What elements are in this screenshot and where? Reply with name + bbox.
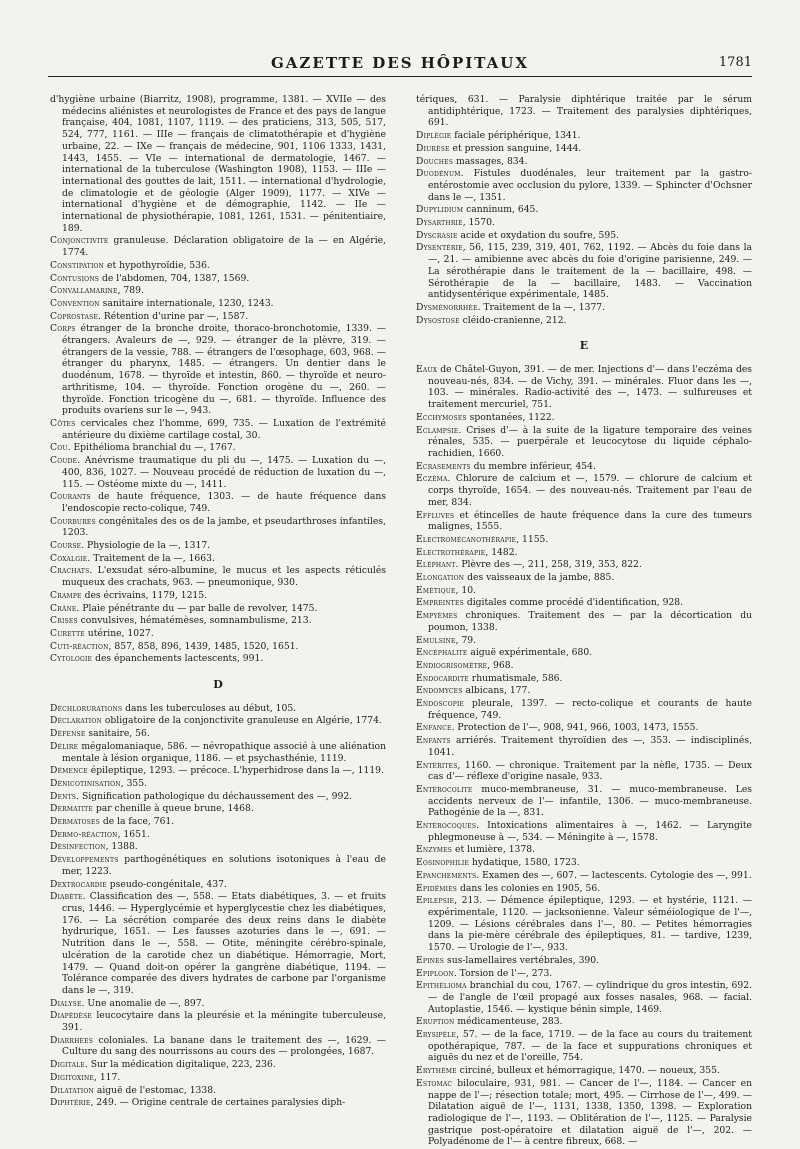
index-entry — [50, 1010, 386, 1033]
entry-text: congénitales des os de la jambe, et pseudarthroses infantiles, 1203. — [62, 515, 386, 539]
entry-headword: Enfance — [416, 722, 452, 734]
entry-headword: Curette — [50, 627, 85, 639]
index-entry — [416, 784, 752, 819]
entry-text: . Plèvre des —, 211, 258, 319, 353, 822. — [455, 559, 642, 571]
entry-headword: Epiploon — [416, 967, 454, 979]
entry-headword: Diapédèse — [50, 1010, 92, 1022]
entry-text: , 355. — [120, 777, 148, 789]
entry-text: par chenille à queue brune, 1468. — [92, 803, 254, 815]
entry-text: , 1651. — [117, 828, 150, 840]
entry-headword: Endocardite — [416, 672, 469, 684]
entry-headword: Epilepsie — [416, 895, 455, 907]
index-entry — [50, 998, 386, 1010]
entry-text: obligatoire de la conjonctivite granuleuse en Algérie, 1774. — [101, 715, 382, 727]
entry-text: massages, 834. — [453, 155, 528, 167]
entry-headword: Convallamarine — [50, 285, 118, 297]
entry-headword: Eclampsie — [416, 424, 459, 436]
entry-text: , 857, 858, 896, 1439, 1485, 1520, 1651. — [108, 640, 299, 652]
index-entry — [416, 572, 752, 584]
index-entry — [416, 461, 752, 473]
entry-text: aiguë expérimentale, 680. — [467, 647, 593, 659]
index-entry — [50, 791, 386, 803]
entry-text: . Traitement de la —, 1663. — [87, 552, 215, 564]
entry-headword: Digitale — [50, 1059, 85, 1071]
entry-headword: Erythème — [416, 1065, 457, 1077]
entry-headword: Emétique — [416, 584, 456, 596]
entry-text: digitales comme procédé d'identification, 928. — [463, 597, 684, 609]
index-entry — [50, 765, 386, 777]
entry-text: . L'exsudat séro-albumine, le mucus et les aspects réticulés muqueux des crachats, 963. — pneumonique, 930. — [62, 565, 386, 589]
entry-headword: Dextrocardie — [50, 878, 107, 890]
entry-text: . Epithélioma branchial du —, 1767. — [67, 442, 236, 454]
index-entry — [416, 647, 752, 659]
entry-headword: Désinfection — [50, 841, 106, 853]
index-entry — [50, 1097, 386, 1109]
entry-text: hydatique, 1580, 1723. — [469, 857, 580, 869]
index-entry — [416, 425, 752, 460]
entry-headword: Effluves — [416, 509, 455, 521]
entry-headword: Diarrhées — [50, 1034, 94, 1046]
entry-text: des épanchements lactescents, 991. — [92, 653, 264, 665]
entry-text: mégalomaniaque, 586. — névropathique associé à une aliénation mentale à lésion organique, 1186. — et psychasthénie, 1119. — [62, 740, 386, 764]
entry-headword: Dermatite — [50, 803, 93, 815]
index-entry — [416, 1016, 752, 1028]
entry-text: , 1160. — chronique. Traitement par la nèfle, 1735. — Deux cas d'— réflexe d'origine nasale, 933. — [428, 759, 752, 783]
entry-headword: Ecchymoses — [416, 411, 467, 423]
entry-headword: Emulsine — [416, 634, 456, 646]
entry-headword: Dents — [50, 790, 77, 802]
index-entry — [50, 1072, 386, 1084]
entry-text: des écrivains, 1179, 1215. — [81, 589, 208, 601]
entry-headword: Crachats — [50, 565, 90, 577]
index-entry — [50, 323, 386, 417]
entry-text: sus-lamellaires vertébrales, 390. — [444, 954, 600, 966]
entry-text: , 1388. — [105, 841, 138, 853]
index-entry — [50, 553, 386, 565]
entry-headword: Epithélioma — [416, 980, 467, 992]
entry-headword: Eaux — [416, 364, 438, 376]
entry-text: leucocytaire dans la pleurésie et la méningite tuberculeuse, 391. — [62, 1010, 386, 1034]
entry-headword: Endiogrisomètre — [416, 659, 488, 671]
entry-text: sanitaire internationale, 1230, 1243. — [99, 297, 274, 309]
index-entry — [416, 955, 752, 967]
index-entry — [50, 565, 386, 588]
index-column-left — [50, 94, 386, 1110]
index-column-right — [416, 94, 752, 1149]
entry-headword: Coude — [50, 455, 78, 467]
entry-headword: Courants — [50, 491, 91, 503]
entry-headword: Digitoxine — [50, 1071, 94, 1083]
entry-headword: Constipation — [50, 259, 105, 271]
entry-text: . Traitement de la —, 1377. — [477, 301, 606, 313]
entry-headword: Cytologie — [50, 653, 93, 665]
index-entry — [416, 559, 752, 571]
entry-headword: Eczéma — [416, 473, 448, 485]
index-entry — [50, 590, 386, 602]
entry-headword: Coprostase — [50, 310, 99, 322]
entry-text: circiné, bulleux et hémorragique, 1470. — noueux, 355. — [456, 1065, 720, 1077]
index-entry — [50, 273, 386, 285]
entry-headword: Déclaration — [50, 715, 102, 727]
index-entry — [50, 653, 386, 665]
entry-headword: Elongation — [416, 572, 465, 584]
index-entry — [50, 442, 386, 454]
index-entry — [416, 1065, 752, 1077]
entry-text: . Crises d'— à la suite de la ligature temporaire des veines rénales, 535. — puerpérale et leucocytose du liquide céphalo-rachidien, 1660. — [428, 424, 752, 459]
index-entry — [416, 230, 752, 242]
index-entry — [50, 1059, 386, 1071]
index-entry — [416, 610, 752, 633]
entry-headword: Eruption — [416, 1016, 455, 1028]
entry-text: pseudo-congénitale, 437. — [106, 878, 227, 890]
entry-headword: Epidémies — [416, 882, 458, 894]
entry-headword: Eléphant — [416, 559, 456, 571]
entry-text: , 1155. — [516, 533, 549, 545]
index-entry — [416, 597, 752, 609]
entry-text: . Rétention d'urine par —, 1587. — [98, 310, 249, 322]
entry-text: , 968. — [487, 659, 514, 671]
entry-text: pleurale, 1397. — recto-colique et courants de haute fréquence, 749. — [428, 698, 752, 721]
entry-text: des vaisseaux de la jambe, 885. — [464, 572, 615, 584]
entry-text: . Fistules duodénales, leur traitement par la gastro-entérostomie avec occlusion du pylore, 1339. — Sphincter d'Ochsner dans le —, 1351. — [428, 168, 752, 203]
entry-headword: Crâne — [50, 602, 77, 614]
index-entry — [50, 628, 386, 640]
index-entry — [416, 883, 752, 895]
entry-headword: Entérocoques — [416, 820, 477, 832]
entry-headword: Dupylidium — [416, 204, 464, 216]
index-entry — [50, 854, 386, 877]
entry-headword: Diplégie — [416, 130, 452, 142]
entry-headword: Dénicotinisation — [50, 777, 121, 789]
entry-text: aiguë de l'estomac, 1338. — [93, 1084, 217, 1096]
index-entry — [50, 715, 386, 727]
page-header — [48, 52, 752, 77]
entry-text: étranger de la bronche droite, thoraco-bronchotomie, 1339. — étrangers. Avaleurs de —, 929. — étranger de la plèvre, 319. — étrangers de la vessie, 788. — étrangers de l'œsophage, 603, 968. — étranger du pharynx, 1485. — étrangers. Un dentier dans le duodénum, 1678. — thyroïde et intestin, 860. — thyroïde et neuro-arthritisme, 104. — thyroïde. Fonction orogène du —, 260. — thyroïde. Fonction tricogène du —, 681. — thyroïde. Influence des produits ovariens sur le —, 943. — [62, 323, 386, 417]
section-letter: E — [579, 339, 589, 353]
index-entry — [416, 635, 752, 647]
entry-headword: Convention — [50, 297, 100, 309]
entry-headword: Electromécanothérapie — [416, 533, 517, 545]
entry-text: dans les tuberculoses au début, 105. — [122, 702, 297, 714]
index-entry — [50, 603, 386, 615]
index-entry — [50, 298, 386, 310]
index-entry — [416, 412, 752, 424]
entry-text: cléido-cranienne, 212. — [459, 314, 567, 326]
entry-headword: Diurèse — [416, 142, 450, 154]
entry-text: et lumière, 1378. — [452, 844, 536, 856]
index-entry — [50, 540, 386, 552]
index-entry — [50, 703, 386, 715]
entry-headword: Eosinophilie — [416, 857, 470, 869]
entry-headword: Empreintes — [416, 597, 464, 609]
entry-headword: Diphtérie — [50, 1097, 91, 1109]
entry-text: dans les colonies en 1905, 56. — [457, 882, 601, 894]
entry-headword: Course — [50, 540, 82, 552]
entry-text: . Protection de l'—, 908, 941, 966, 1003, 1473, 1555. — [451, 722, 699, 734]
entry-headword: Electrothérapie — [416, 546, 486, 558]
index-entry — [416, 168, 752, 203]
entry-text: . Une anomalie de —, 897. — [81, 997, 205, 1009]
index-entry — [416, 547, 752, 559]
index-entry — [50, 491, 386, 514]
entry-text: utérine, 1027. — [84, 627, 154, 639]
entry-text: biloculaire, 931, 981. — Cancer de l'—, 1184. — Cancer en nappe de l'—; résection totale; mort, 495. — Cirrhose de l'—, 499. — Dilatation aiguë de l'—, 1131, 1338, 1350, 1398. — Exploration radiologique de l'—, 1193. — Oblitération de l'—, 1125. — Paralysie gastrique post-opératoire et dilatation aiguë de l'—, 202. — Polyadénome de l'— à centre fibreux, 668. — — [428, 1077, 752, 1148]
index-entry — [416, 722, 752, 734]
index-entry — [50, 803, 386, 815]
entry-headword: Défense — [50, 728, 86, 740]
index-entry — [416, 980, 752, 1015]
entry-text: . Physiologie de la —, 1317. — [81, 540, 211, 552]
index-entry — [416, 315, 752, 327]
index-entry — [416, 130, 752, 142]
entry-headword: Enzymes — [416, 844, 453, 856]
entry-text: et hypothyroïdie, 536. — [104, 259, 210, 271]
entry-headword: Développements — [50, 854, 119, 866]
entry-text: , 1570. — [462, 217, 495, 229]
entry-headword: Empyèmes — [416, 610, 458, 622]
entry-headword: Entérites — [416, 759, 458, 771]
index-entry — [50, 728, 386, 740]
entry-text: faciale périphérique, 1341. — [451, 130, 581, 142]
entry-headword: Dialyse — [50, 997, 82, 1009]
entry-text: branchial du cou, 1767. — cylindrique du gros intestin, 692. — de l'angle de l'œil propagé aux fosses nasales, 968. — facial. Autoplastie, 1546. — kystique bénin simple, 1469. — [428, 980, 752, 1015]
entry-headword: Dyscrasie — [416, 229, 458, 241]
entry-text: épileptique, 1293. — précoce. L'hyperhidrose dans la —, 1119. — [87, 765, 384, 777]
index-entry — [50, 285, 386, 297]
entry-text: de la face, 761. — [99, 816, 175, 828]
index-entry — [50, 879, 386, 891]
entry-headword: Délire — [50, 740, 79, 752]
entry-headword: Dilatation — [50, 1084, 94, 1096]
entry-text: cervicales chez l'homme, 699, 735. — Luxation de l'extrémité antérieure du dixième cartilage costal, 30. — [62, 417, 386, 441]
entry-headword: Déchlorurations — [50, 702, 123, 714]
index-entry — [50, 94, 386, 234]
section-letter: D — [213, 678, 223, 692]
entry-text: albicans, 177. — [462, 685, 531, 697]
index-entry — [416, 1029, 752, 1064]
index-entry — [416, 364, 752, 411]
entry-text: tériques, 631. — Paralysie diphtérique traitée par le sérum antidiphtérique, 1723. — Traitement des paralysies diphtériques, 691. — [416, 94, 752, 129]
index-entry — [416, 760, 752, 783]
entry-text: , 249. — Origine centrale de certaines paralysies diph- — [90, 1097, 346, 1109]
entry-text: et pression sanguine, 1444. — [449, 142, 582, 154]
entry-text: . Sur la médication digitalique, 223, 236. — [84, 1059, 276, 1071]
entry-text: . Anévrisme traumatique du pli du —, 1475. — Luxation du —, 400, 836, 1027. — Nouveau procédé de réduction de luxation du —, 115. — Ostéome mixte du —, 1411. — [62, 455, 386, 490]
entry-text: parthogénétiques en solutions isotoniques à l'eau de mer, 1223. — [62, 854, 386, 877]
entry-text: , 10. — [455, 584, 477, 596]
entry-headword: Enfants — [416, 735, 451, 747]
entry-headword: Cou — [50, 442, 68, 454]
index-entry — [416, 143, 752, 155]
index-entry — [416, 844, 752, 856]
index-entry — [50, 235, 386, 258]
entry-headword: Estomac — [416, 1077, 453, 1089]
entry-headword: Encéphalite — [416, 647, 468, 659]
entry-text: chroniques. Traitement des — par la décortication du poumon, 1338. — [428, 610, 752, 633]
index-entry — [416, 735, 752, 758]
entry-headword: Conjonctivite — [50, 235, 109, 247]
entry-text: acide et oxydation du soufre, 595. — [457, 229, 619, 241]
index-entry — [50, 1085, 386, 1097]
entry-text: canninum, 645. — [463, 204, 539, 216]
entry-headword: Dysostose — [416, 314, 460, 326]
index-entry — [50, 418, 386, 441]
index-entry — [416, 156, 752, 168]
entry-headword: Dysménorrhée — [416, 301, 478, 313]
entry-headword: Démence — [50, 765, 88, 777]
entry-headword: Endoscopie — [416, 698, 465, 710]
index-entry — [416, 242, 752, 301]
entry-text: , 79. — [455, 634, 477, 646]
entry-text: arriérés. Traitement thyroïdien des —, 353. — indisciplinés, 1041. — [428, 735, 752, 758]
entry-text: de l'abdomen, 704, 1387, 1569. — [99, 272, 250, 284]
index-entry — [416, 204, 752, 216]
entry-text: , 213. — Démence épileptique, 1293. — et hystérie, 1121. — expérimentale, 1120. — jacksonienne. Valeur séméiologique de l'—, 1209. — Lésions cérébrales dans l'—, 80. — Petites hémorragies dans la pie-mère cérébrale des épileptiques, 81. — tardive, 1239, 1570. — Urologie de l'—, 933. — [428, 895, 752, 954]
entry-headword: Endomyces — [416, 685, 463, 697]
entry-text: . Signification pathologique du déchaussement des —, 992. — [76, 790, 353, 802]
entry-headword: Duodénum — [416, 168, 461, 180]
entry-text: . Intoxications alimentaires à —, 1462. — Laryngite phlegmoneuse à —, 534. — Méningite à —, 1578. — [428, 820, 752, 843]
index-entry — [50, 741, 386, 764]
entry-headword: Erysipèle — [416, 1029, 457, 1041]
index-entry — [50, 615, 386, 627]
entry-text: du membre inférieur, 454. — [470, 460, 596, 472]
entry-text: de Châtel-Guyon, 391. — de mer. Injections d'— dans l'eczéma des nouveau-nés, 834. — de Vichy, 391. — minérales. Fluor dans les —, 103. — minérales. Radio-activité des —, 1473. — sulfureuses et traitement mercuriel, 751. — [428, 364, 752, 411]
index-entry — [416, 968, 752, 980]
entry-text: rhumatismale, 586. — [468, 672, 563, 684]
index-entry — [416, 510, 752, 533]
index-entry — [50, 816, 386, 828]
index-entry — [416, 685, 752, 697]
entry-text: , 56, 115, 239, 319, 401, 762, 1192. — Abcès du foie dans la —, 21. — amibienne avec abcès du foie d'origine parisienne, 249. — La sérothérapie dans le traitement de la — bacillaire, 498. — Sérothérapie de la — bacillaire, 1483. — Vaccination antidysentérique expérimentale, 1485. — [428, 242, 752, 301]
entry-text: de haute fréquence, 1303. — de haute fréquence dans l'endoscopie recto-colique, 749. — [62, 491, 386, 514]
index-entry — [50, 891, 386, 996]
entry-headword: Ecrasements — [416, 460, 471, 472]
entry-text: d'hygiène urbaine (Biarritz, 1908), programme, 1381. — XVIIe — des médecins aliénistes et neurologistes de France et des pays de langue française, 404, 1081, 1107, 1119. — des praticiens, 313, 505, 517, 524, 777, 1161. — IIIe — français de climatothérapie et d'hygiène urbaine, 22. — IXe — français de médecine, 901, 1106 1333, 1431, 1443, 1455. — VIe — international de dermatologie, 1467. — international de la tuberculose (Washington 1908), 1153. — IIIe — international des gouttes de lait, 1511. — international d'hydrologie, de climatologie et de géologie (Alger 1909), 1177. — XIVe — international d'hygiène et de démographie, 1142. — IIe — international de physiothérapie, 1081, 1261, 1531. — pénitentiaire, 189. — [50, 94, 386, 234]
index-entry — [50, 311, 386, 323]
index-entry — [416, 698, 752, 721]
entry-headword: Coxalgie — [50, 552, 88, 564]
entry-text: convulsives, hématémèses, somnambulisme, 213. — [77, 615, 312, 627]
entry-text: . Classification des —, 558. — Etats diabétiques, 3. — et fruits crus, 1446. — Hyperglycémie et hyperglycestie chez les diabétiques, 176. — La sécrétion comparée des deux reins dans le diabète hydrurique, 1651. — Les fausses azoturies dans le —, 691. — Nutrition dans le —, 558. — Otite, méningite cérébro-spinale, ulcération de la carotide chez un diabétique. Hémorragie, Mort, 1479. — Quand doit-on opérer la gangrène diabétique, 1194. — Tolérance comparée des divers hydrates de carbone par l'organisme dans le —, 319. — [62, 891, 386, 996]
entry-headword: Côtes — [50, 417, 76, 429]
index-entry — [50, 778, 386, 790]
entry-text: , 117. — [94, 1071, 121, 1083]
entry-headword: Entérocolite — [416, 783, 473, 795]
entry-text: sanitaire, 56. — [85, 728, 150, 740]
index-entry — [50, 841, 386, 853]
entry-headword: Contusions — [50, 272, 100, 284]
index-entry — [416, 94, 752, 129]
entry-headword: Epines — [416, 954, 445, 966]
entry-text: . Torsion de l'—, 273. — [453, 967, 553, 979]
entry-text: médicamenteuse, 283. — [454, 1016, 563, 1028]
entry-headword: Crises — [50, 615, 78, 627]
entry-text: muco-membraneuse, 31. — muco-membraneuse. Les accidents nerveux de l'— infantile, 1306. — muco-membraneuse. Pathogénie de la —, 831. — [428, 783, 752, 819]
index-entry — [416, 585, 752, 597]
index-entry — [50, 260, 386, 272]
entry-headword: Epanchements — [416, 869, 477, 881]
entry-text: , 1482. — [485, 546, 518, 558]
entry-text: , 57. — de la face, 1719. — de la face au cours du traitement opothérapique, 787. — de la face et suppurations chroniques et aiguës du nez et de l'oreille, 754. — [428, 1029, 752, 1064]
index-entry — [416, 534, 752, 546]
index-entry — [416, 857, 752, 869]
entry-text: . Examen des —, 607. — lactescents. Cytologie des —, 991. — [476, 869, 752, 881]
index-entry — [416, 895, 752, 954]
entry-headword: Cuti-réaction — [50, 640, 109, 652]
entry-text: . Plaie pénétrante du — par balle de revolver, 1475. — [76, 602, 318, 614]
index-entry — [416, 217, 752, 229]
index-entry — [416, 870, 752, 882]
running-title: GAZETTE DES HÔPITAUX — [270, 54, 529, 72]
entry-headword: Douches — [416, 155, 454, 167]
index-entry — [416, 673, 752, 685]
entry-text: granuleuse. Déclaration obligatoire de la — en Algérie, 1774. — [62, 235, 386, 259]
index-entry — [416, 473, 752, 508]
index-entry — [416, 660, 752, 672]
entry-headword: Dermatoses — [50, 816, 100, 828]
index-entry — [416, 820, 752, 843]
page-number: 1781 — [718, 55, 752, 70]
index-entry — [50, 641, 386, 653]
index-entry — [50, 1035, 386, 1058]
entry-headword: Dermo-réaction — [50, 828, 118, 840]
entry-text: , 789. — [117, 285, 144, 297]
entry-headword: Dysarthrie — [416, 217, 463, 229]
entry-headword: Diabète — [50, 891, 83, 903]
entry-text: spontanées, 1122. — [466, 411, 555, 423]
entry-text: . Chlorure de calcium et —, 1579. — chlorure de calcium et corps thyroïde, 1654. — des nouveau-nés. Traitement par l'eau de mer, 834. — [428, 473, 752, 508]
entry-text: coloniales. La banane dans le traitement des —, 1629. — Culture du sang des nourrissons au cours des — prolongées, 1687. — [62, 1034, 386, 1058]
entry-headword: Courbures — [50, 515, 96, 527]
entry-headword: Crampe — [50, 589, 82, 601]
index-entry — [416, 302, 752, 314]
entry-headword: Dysentérie — [416, 242, 463, 254]
index-entry — [50, 455, 386, 490]
index-entry — [50, 516, 386, 539]
index-entry — [50, 829, 386, 841]
entry-headword: Corps — [50, 323, 76, 335]
entry-text: et étincelles de haute fréquence dans la cure des tumeurs malignes, 1555. — [428, 509, 752, 533]
